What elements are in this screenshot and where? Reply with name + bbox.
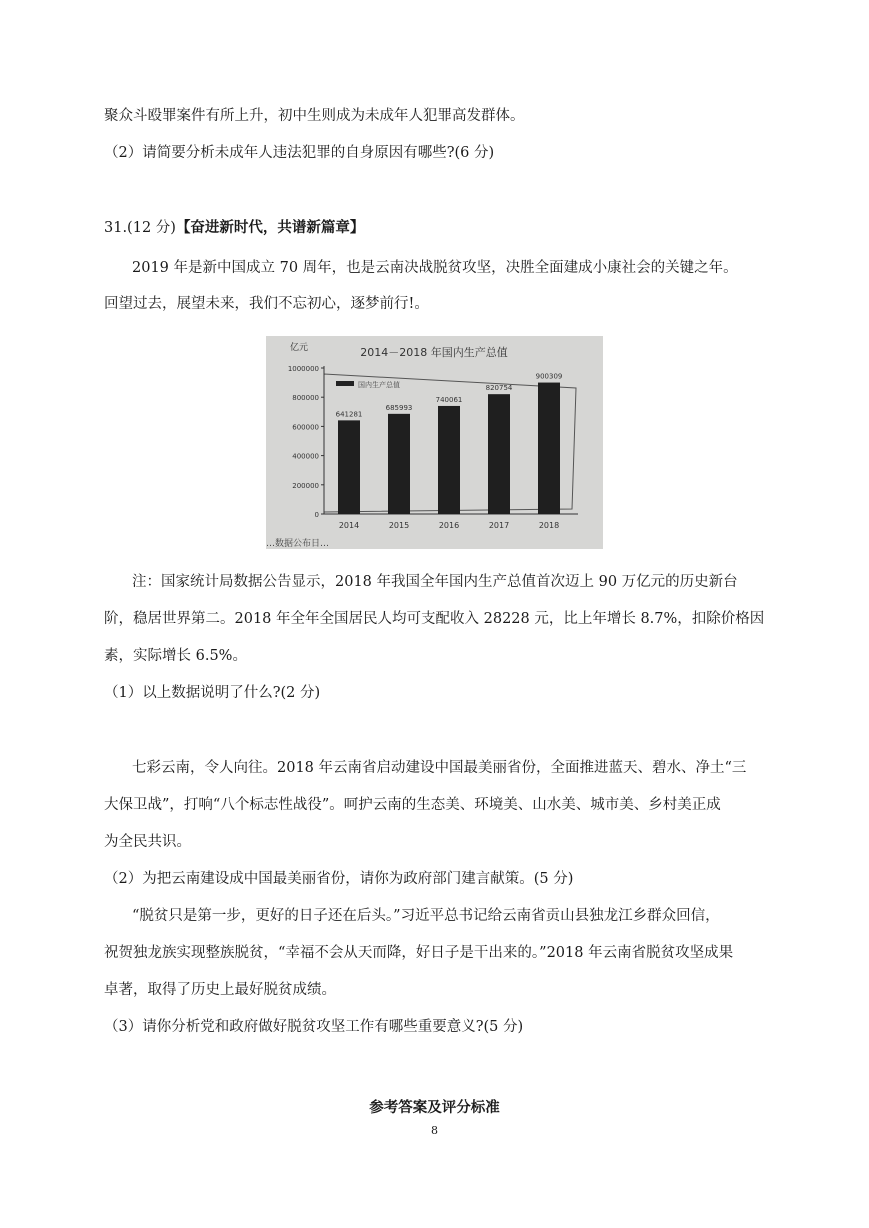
question-31-number: 31.(12 分): [104, 220, 176, 236]
bar-2018: [538, 383, 560, 514]
question-1: （1）以上数据说明了什么?(2 分): [104, 685, 321, 701]
y-tick-label: 600000: [292, 423, 319, 432]
note-line: 素，实际增长 6.5%。: [104, 648, 247, 664]
y-tick-label: 400000: [292, 452, 319, 461]
bar-2017: [488, 394, 510, 514]
chart-ylabel: 亿元: [290, 343, 309, 353]
y-tick-label: 1000000: [287, 365, 319, 373]
y-tick-label: 800000: [292, 394, 319, 403]
gdp-bar-chart: [266, 336, 603, 549]
bar-2014: [338, 420, 360, 514]
bar-value-label: 900309: [535, 372, 563, 381]
bar-2016: [438, 406, 460, 514]
x-tick-label: 2018: [538, 521, 560, 530]
question-2-top: （2）请简要分析未成年人违法犯罪的自身原因有哪些?(6 分): [104, 145, 495, 161]
gdp-chart-photo: [266, 336, 603, 549]
paragraph-line: 回望过去，展望未来，我们不忘初心，逐梦前行!。: [104, 296, 429, 312]
page-number: 8: [431, 1124, 438, 1137]
text-line: 聚众斗殴罪案件有所上升，初中生则成为未成年人犯罪高发群体。: [104, 108, 525, 124]
answer-heading: 参考答案及评分标准: [369, 1099, 500, 1116]
paragraph-line: “脱贫只是第一步，更好的日子还在后头。”习近平总书记给云南省贡山县独龙江乡群众回信，: [132, 908, 720, 924]
bar-value-label: 740061: [435, 395, 463, 404]
paragraph-line: 卓著，取得了历史上最好脱贫成绩。: [104, 982, 336, 998]
question-2: （2）为把云南建设成中国最美丽省份，请你为政府部门建言献策。(5 分): [104, 871, 574, 887]
chart-footer-fragment: …数据公布日…: [266, 539, 330, 549]
question-3: （3）请你分析党和政府做好脱贫攻坚工作有哪些重要意义?(5 分): [104, 1019, 524, 1035]
question-31-title: 【奋进新时代，共谱新篇章】: [175, 219, 365, 236]
x-tick-label: 2014: [338, 521, 360, 530]
question-31-heading: [104, 218, 364, 238]
note-line: 注：国家统计局数据公告显示，2018 年我国全年国内生产总值首次迈上 90 万亿元的历史新台: [132, 574, 738, 590]
paragraph-line: 大保卫战”，打响“八个标志性战役”。呵护云南的生态美、环境美、山水美、城市美、乡村美正成: [104, 797, 721, 813]
y-tick-label: 200000: [292, 481, 319, 490]
note-line: 阶，稳居世界第二。2018 年全年全国居民人均可支配收入 28228 元，比上年增长 8.7%，扣除价格因: [104, 611, 765, 627]
x-tick-label: 2017: [488, 521, 510, 530]
x-tick-label: 2016: [438, 521, 460, 530]
legend-swatch: [336, 381, 354, 386]
y-tick-label: 0: [314, 511, 319, 519]
paragraph-line: 祝贺独龙族实现整族脱贫，“幸福不会从天而降，好日子是干出来的。”2018 年云南省脱贫攻坚成果: [104, 945, 734, 961]
paragraph-line: 七彩云南，令人向往。2018 年云南省启动建设中国最美丽省份，全面推进蓝天、碧水、净土“三: [132, 760, 747, 776]
bar-value-label: 685993: [385, 403, 413, 412]
chart-title: 2014－2018 年国内生产总值: [360, 346, 508, 359]
bar-value-label: 641281: [335, 410, 363, 419]
bar-value-label: 820754: [485, 384, 513, 393]
bar-2015: [388, 414, 410, 514]
paragraph-line: 2019 年是新中国成立 70 周年，也是云南决战脱贫攻坚，决胜全面建成小康社会的关键之年。: [132, 260, 738, 276]
x-tick-label: 2015: [388, 521, 410, 530]
paragraph-line: 为全民共识。: [104, 834, 191, 850]
chart-legend: 国内生产总值: [358, 381, 400, 389]
